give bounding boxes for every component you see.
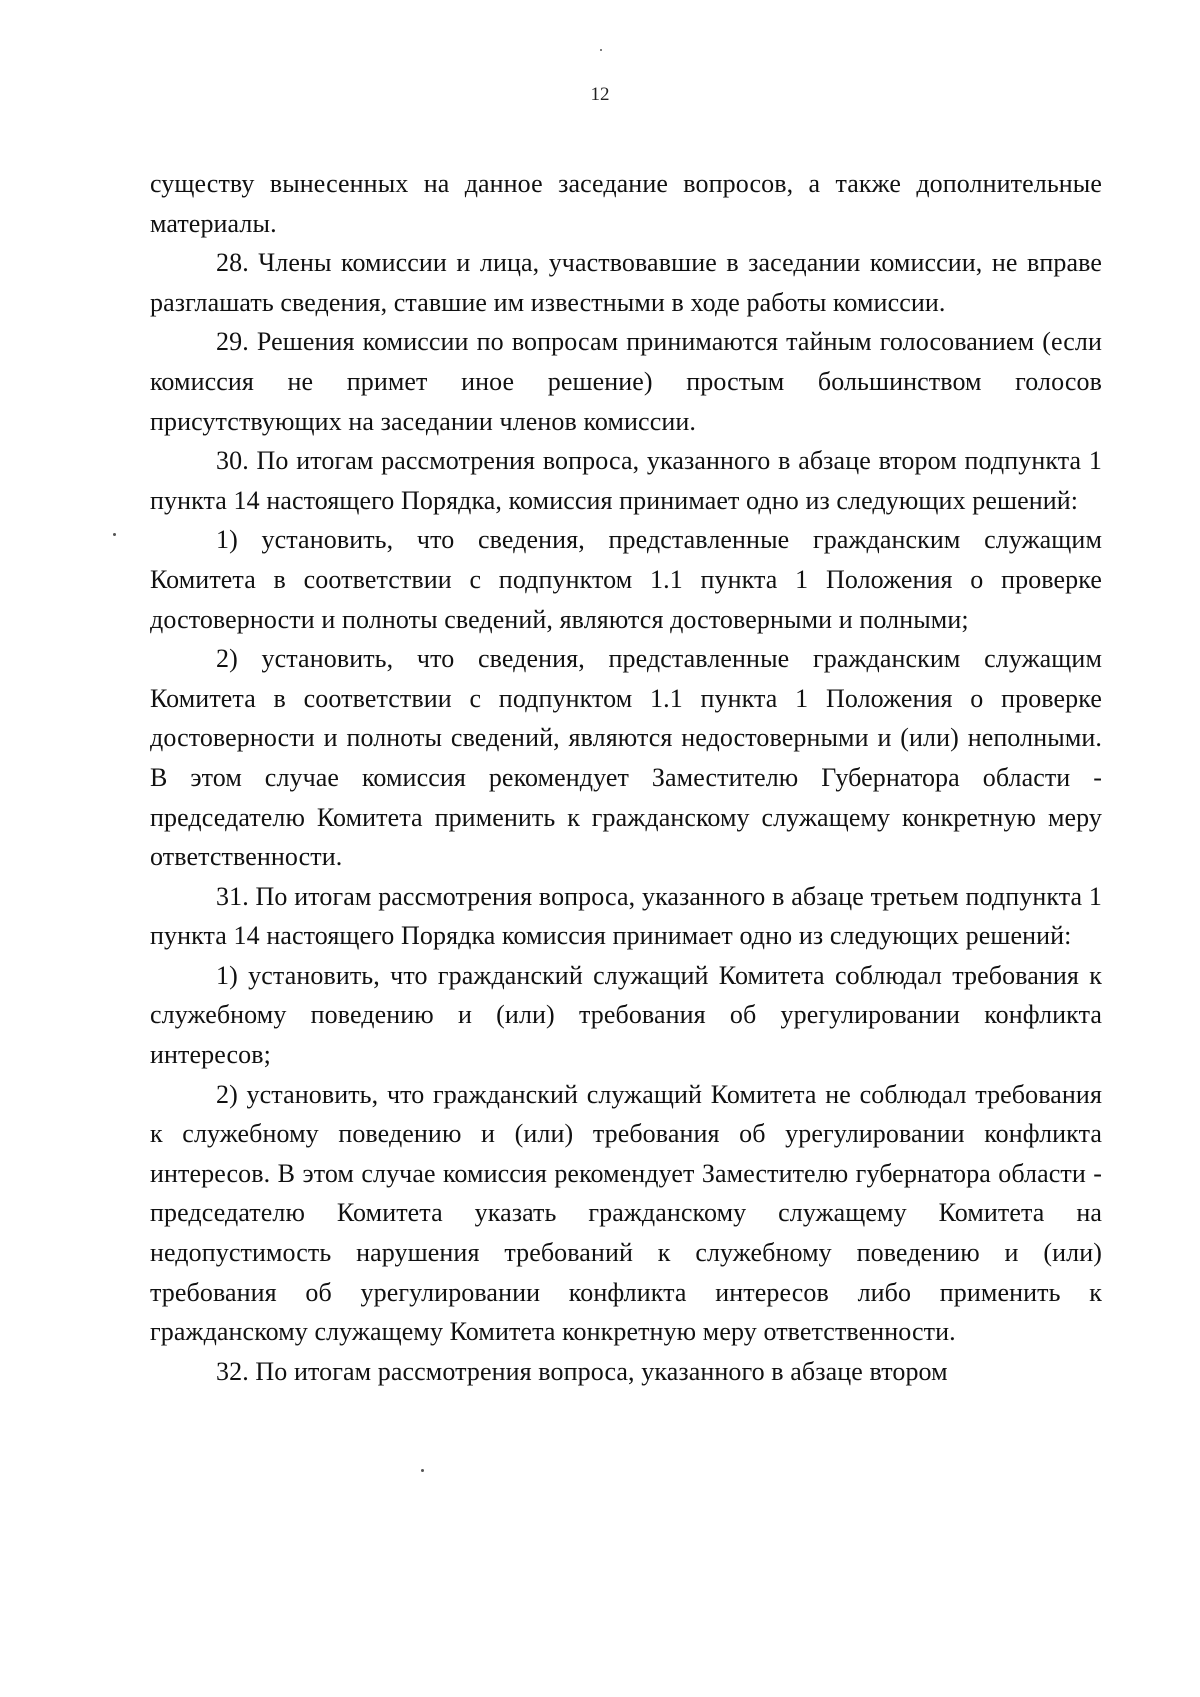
paragraph-item-31: 31. По итогам рассмотрения вопроса, указанного в абзаце третьем подпункта 1 пункта 14 настоящего Порядка комиссия принимает одно из следующих решений:: [150, 881, 1102, 951]
scan-speck-top: [600, 49, 602, 51]
page-number: 12: [590, 84, 610, 105]
paragraph-item-31-subitem-1: 1) установить, что гражданский служащий Комитета соблюдал требования к служебному поведению и (или) требования об урегулировании конфликта интересов;: [150, 960, 1102, 1070]
paragraph-item-29: 29. Решения комиссии по вопросам принимаются тайным голосованием (если комиссия не примет иное решение) простым большинством голосов присутствующих на заседании членов комиссии.: [150, 327, 1102, 436]
paragraph-item-30-subitem-2: 2) установить, что сведения, представленные гражданским служащим Комитета в соответствии с подпунктом 1.1 пункта 1 Положения о проверке достоверности и полноты сведений, являются недостоверными и (или) неполными. В этом случае комиссия рекомендует Заместителю Губернатора области - председателю Комитета применить к гражданскому служащему конкретную меру ответственности.: [150, 644, 1102, 872]
scan-speck-left: [113, 533, 116, 536]
paragraph-item-32: 32. По итогам рассмотрения вопроса, указанного в абзаце втором: [216, 1356, 948, 1386]
paragraph-item-28: 28. Члены комиссии и лица, участвовавшие в заседании комиссии, не вправе разглашать сведения, ставшие им известными в ходе работы комиссии.: [150, 248, 1102, 317]
paragraph-item-30: 30. По итогам рассмотрения вопроса, указанного в абзаце втором подпункта 1 пункта 14 настоящего Порядка, комиссия принимает одно из следующих решений:: [150, 446, 1102, 515]
paragraph-continuation: существу вынесенных на данное заседание вопросов, а также дополнительные материалы.: [150, 169, 1102, 238]
document-body: [150, 164, 1102, 1391]
paragraph-item-30-subitem-1: 1) установить, что сведения, представленные гражданским служащим Комитета в соответствии с подпунктом 1.1 пункта 1 Положения о проверке достоверности и полноты сведений, являются достоверными и полными;: [150, 525, 1102, 634]
paragraph-item-31-subitem-2: 2) установить, что гражданский служащий Комитета не соблюдал требования к служебному поведению и (или) требования об урегулировании конфликта интересов. В этом случае комиссия рекомендует Заместителю губернатора области - председателю Комитета указать гражданскому служащему Комитета на недопустимость нарушения требований к служебному поведению и (или) требования об урегулировании конфликта интересов либо применить к гражданскому служащему Комитета конкретную меру ответственности.: [150, 1079, 1102, 1347]
scan-speck-middle: [421, 1469, 424, 1472]
